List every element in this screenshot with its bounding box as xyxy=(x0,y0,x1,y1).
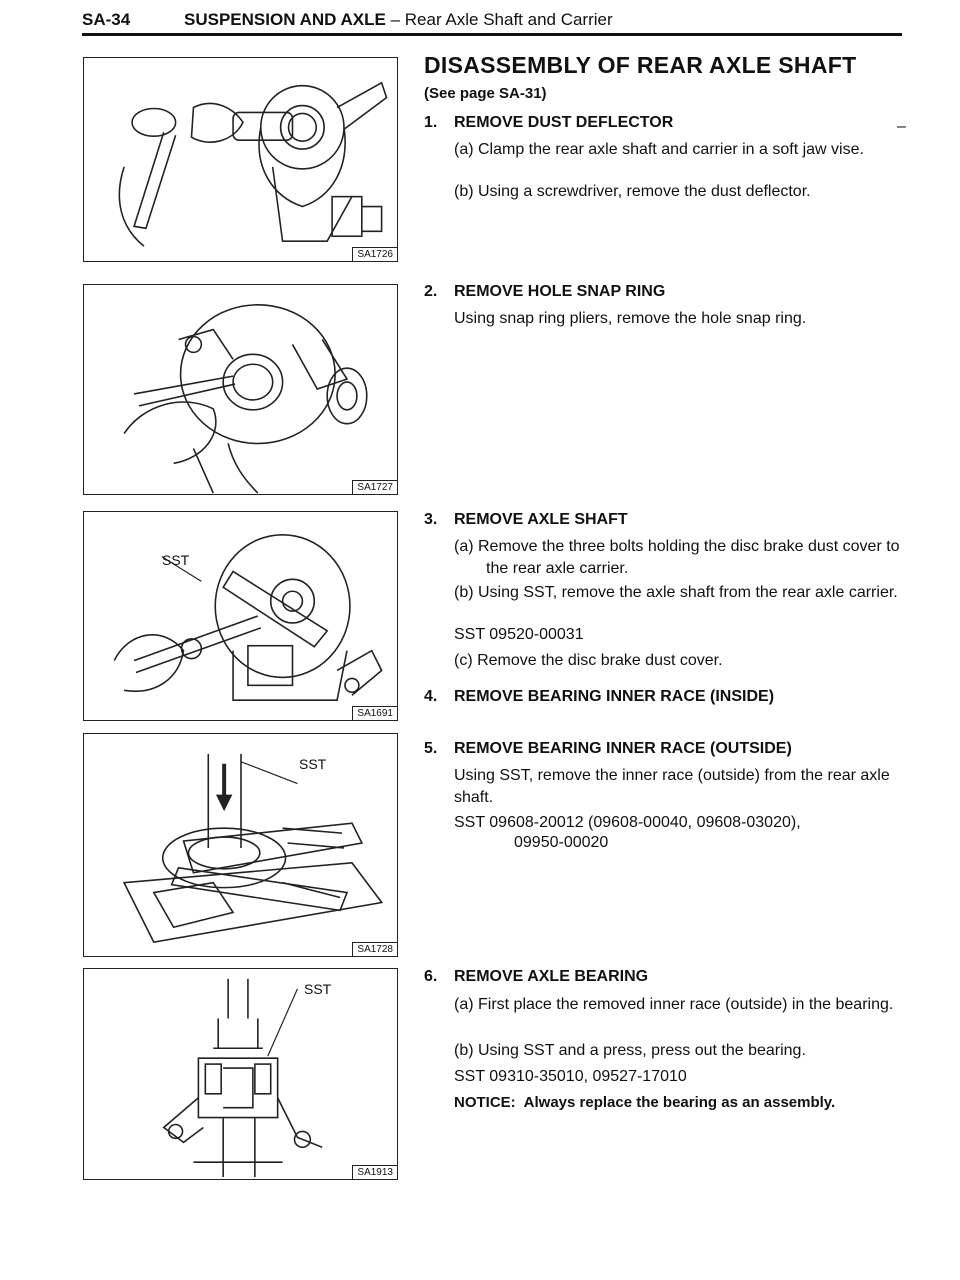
step-heading-text: REMOVE HOLE SNAP RING xyxy=(454,283,666,300)
header-section: SUSPENSION AND AXLE xyxy=(184,10,386,29)
step-number: 5. xyxy=(424,740,438,757)
step-6-heading xyxy=(424,968,648,986)
figure-code: SA1728 xyxy=(352,942,397,956)
notice-text: Always replace the bearing as an assembly. xyxy=(523,1094,836,1111)
illustration-bearing-press xyxy=(84,969,397,1179)
step-3-heading xyxy=(424,511,628,529)
step-number: 3. xyxy=(424,511,438,528)
step-heading-text: REMOVE BEARING INNER RACE (OUTSIDE) xyxy=(454,740,792,757)
sst-label: SST xyxy=(304,981,332,997)
page-header xyxy=(82,4,902,34)
step-number: 4. xyxy=(424,688,438,705)
step-5-heading xyxy=(424,740,792,758)
figure-axle-bearing xyxy=(83,968,398,1180)
illustration-hammer-deflector xyxy=(84,58,397,261)
step-heading-text: REMOVE AXLE SHAFT xyxy=(454,511,628,528)
illustration-axle-puller xyxy=(84,512,397,720)
margin-dash: – xyxy=(897,118,906,135)
figure-dust-deflector xyxy=(83,57,398,262)
header-subtitle: Rear Axle Shaft and Carrier xyxy=(404,10,613,29)
notice xyxy=(454,1094,835,1111)
step-1-heading xyxy=(424,114,673,132)
header-separator: – xyxy=(390,10,401,29)
figure-code: SA1691 xyxy=(352,706,397,720)
figure-code: SA1913 xyxy=(352,1165,397,1179)
step-heading-text: REMOVE BEARING INNER RACE (INSIDE) xyxy=(454,688,775,705)
step-number: 6. xyxy=(424,968,438,985)
step-1-item-a: (a) Clamp the rear axle shaft and carrier in a soft jaw vise. xyxy=(454,141,864,158)
illustration-snap-ring-pliers xyxy=(84,285,397,494)
step-3-item-c: (c) Remove the disc brake dust cover. xyxy=(454,652,723,669)
page-number: SA-34 xyxy=(82,10,131,29)
step-5-sst-continued: 09950-00020 xyxy=(514,834,609,851)
step-3-item-b: (b) Using SST, remove the axle shaft from the rear axle carrier. xyxy=(454,584,898,601)
step-3-sst: SST 09520-00031 xyxy=(454,626,584,643)
step-heading-text: REMOVE AXLE BEARING xyxy=(454,968,649,985)
step-5-sst: SST 09608-20012 (09608-00040, 09608-03020), xyxy=(454,814,801,831)
figure-code: SA1727 xyxy=(352,480,397,494)
step-5-text: Using SST, remove the inner race (outside) from the rear axle shaft. xyxy=(454,767,890,806)
step-4-heading xyxy=(424,688,774,706)
figure-code: SA1726 xyxy=(352,247,397,261)
notice-label: NOTICE: xyxy=(454,1094,516,1111)
illustration-bearing-puller xyxy=(84,734,397,956)
step-6-item-b: (b) Using SST and a press, press out the bearing. xyxy=(454,1042,806,1059)
step-heading-text: REMOVE DUST DEFLECTOR xyxy=(454,114,674,131)
see-page-reference: (See page SA-31) xyxy=(424,85,547,102)
header-title xyxy=(184,10,613,30)
step-number: 1. xyxy=(424,114,438,131)
step-1-item-b: (b) Using a screwdriver, remove the dust deflector. xyxy=(454,183,811,200)
header-rule xyxy=(82,33,902,36)
sst-label: SST xyxy=(299,756,327,772)
step-3-item-a: (a) Remove the three bolts holding the disc brake dust cover to the rear axle carrier. xyxy=(454,538,900,577)
sst-label: SST xyxy=(162,552,190,568)
figure-inner-race-outside xyxy=(83,733,398,957)
step-2-text: Using snap ring pliers, remove the hole snap ring. xyxy=(454,310,807,327)
step-2-heading xyxy=(424,283,665,301)
figure-snap-ring xyxy=(83,284,398,495)
section-title: DISASSEMBLY OF REAR AXLE SHAFT xyxy=(424,52,857,78)
step-6-sst: SST 09310-35010, 09527-17010 xyxy=(454,1068,687,1085)
step-6-item-a: (a) First place the removed inner race (outside) in the bearing. xyxy=(454,996,894,1013)
figure-axle-shaft xyxy=(83,511,398,721)
step-number: 2. xyxy=(424,283,438,300)
